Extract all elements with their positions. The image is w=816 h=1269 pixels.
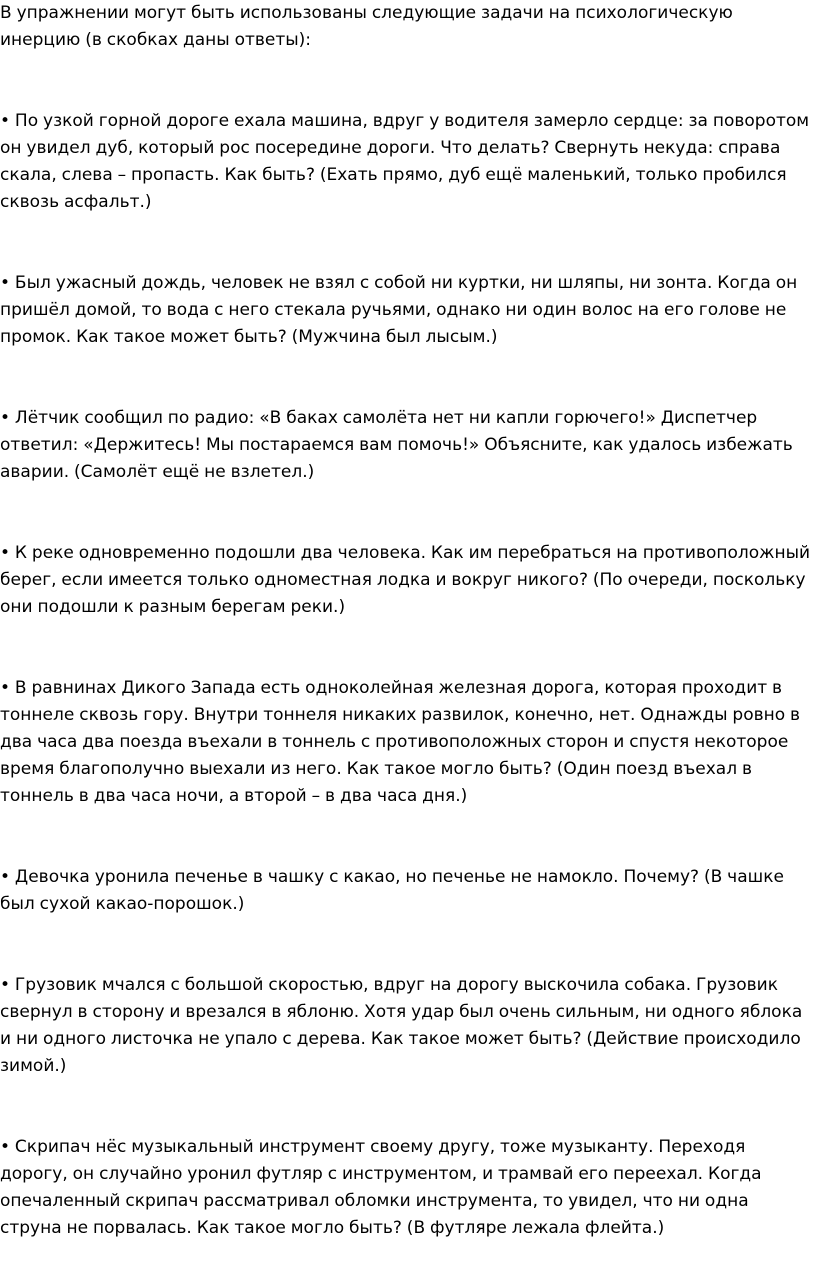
blank-line — [0, 621, 816, 675]
riddle-item: • Был ужасный дождь, человек не взял с собой ни куртки, ни шляпы, ни зонта. Когда он пришёл домой, то вода с него стекала ручьями, однако ни один волос на его голове не промок. Как такое может быть? (Мужчина был лысым.) — [0, 273, 798, 347]
blank-line — [0, 810, 816, 864]
riddle-item: • В равнинах Дикого Запада есть одноколейная железная дорога, которая проходит в тоннеле сквозь гору. Внутри тоннеля никаких развилок, конечно, нет. Однажды ровно в два часа два поезда въехали в тоннель с противоположных сторон и спустя некоторое время благополучно выехали из него. Как такое могло быть? (Один поезд въехал в тоннель в два часа ночи, а второй – в два часа дня.) — [0, 678, 801, 806]
riddle-item: • Грузовик мчался с большой скоростью, вдруг на дорогу выскочила собака. Грузовик свернул в сторону и врезался в яблоню. Хотя удар был очень сильным, ни одного яблока и ни одного листочка не упало с дерева. Как такое может быть? (Действие происходило зимой.) — [0, 975, 803, 1076]
riddle-item: • К реке одновременно подошли два человека. Как им перебраться на противоположный берег, если имеется только одноместная лодка и вокруг никого? (По очереди, поскольку они подошли к разным берегам реки.) — [0, 543, 811, 617]
blank-line — [0, 54, 816, 108]
riddle-item: • Лётчик сообщил по радио: «В баках самолёта нет ни капли горючего!» Диспетчер ответил: «Держитесь! Мы постараемся вам помочь!» Объясните, как удалось избежать аварии. (Самолёт ещё не взлетел.) — [0, 408, 793, 482]
blank-line — [0, 486, 816, 540]
riddle-item: • Скрипач нёс музыкальный инструмент своему другу, тоже музыканту. Переходя дорогу, он случайно уронил футляр с инструментом, и трамвай его переехал. Когда опечаленный скрипач рассматривал обломки инструмента, то увидел, что ни одна струна не порвалась. Как такое могло быть? (В футляре лежала флейта.) — [0, 1137, 762, 1238]
intro-paragraph: В упражнении могут быть использованы следующие задачи на психологическую инерцию (в скобках даны ответы): — [0, 3, 733, 50]
riddle-item: • По узкой горной дороге ехала машина, вдруг у водителя замерло сердце: за поворотом он увидел дуб, который рос посередине дороги. Что делать? Свернуть некуда: справа скала, слева – пропасть. Как быть? (Ехать прямо, дуб ещё маленький, только пробился сквозь асфальт.) — [0, 111, 810, 212]
blank-line — [0, 216, 816, 270]
blank-line — [0, 918, 816, 972]
blank-line — [0, 351, 816, 405]
blank-line — [0, 1080, 816, 1134]
riddle-item: • Девочка уронила печенье в чашку с какао, но печенье не намокло. Почему? (В чашке был сухой какао-порошок.) — [0, 867, 784, 914]
